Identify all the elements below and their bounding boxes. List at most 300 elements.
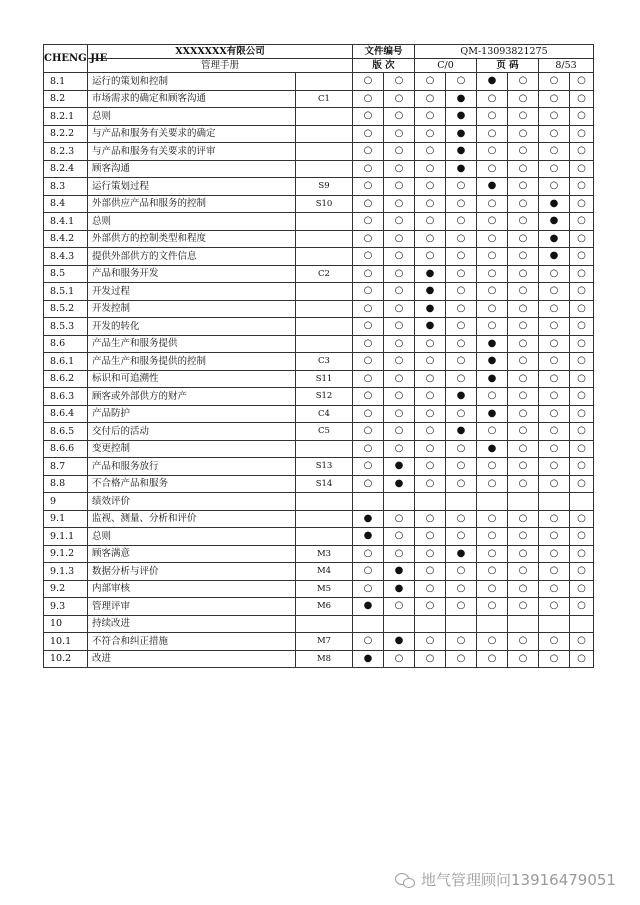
clause-number: 8.2 bbox=[44, 90, 88, 108]
clause-number: 8.7 bbox=[44, 458, 88, 476]
responsibility-mark: ○ bbox=[415, 528, 446, 546]
wechat-icon bbox=[395, 872, 415, 888]
responsibility-mark: ○ bbox=[353, 405, 384, 423]
responsibility-mark: ○ bbox=[446, 73, 477, 91]
clause-number: 9.3 bbox=[44, 598, 88, 616]
table-row bbox=[44, 73, 594, 91]
responsibility-mark bbox=[508, 493, 539, 511]
responsibility-mark: ○ bbox=[539, 633, 570, 651]
responsibility-mark: ○ bbox=[477, 458, 508, 476]
responsibility-mark: ● bbox=[446, 160, 477, 178]
responsibility-mark: ○ bbox=[508, 633, 539, 651]
responsibility-mark: ○ bbox=[570, 580, 594, 598]
clause-number: 8.6.3 bbox=[44, 388, 88, 406]
table-row bbox=[44, 370, 594, 388]
manual-title: 管理手册 bbox=[88, 59, 353, 73]
responsibility-mark: ○ bbox=[446, 230, 477, 248]
procedure-code bbox=[296, 615, 353, 633]
responsibility-mark: ○ bbox=[415, 213, 446, 231]
responsibility-mark: ○ bbox=[446, 353, 477, 371]
responsibility-mark: ● bbox=[477, 405, 508, 423]
responsibility-mark: ○ bbox=[415, 160, 446, 178]
responsibility-mark: ○ bbox=[384, 545, 415, 563]
clause-number: 9 bbox=[44, 493, 88, 511]
responsibility-mark: ○ bbox=[384, 125, 415, 143]
table-row bbox=[44, 388, 594, 406]
responsibility-mark: ○ bbox=[570, 458, 594, 476]
clause-number: 8.6.4 bbox=[44, 405, 88, 423]
responsibility-mark: ○ bbox=[508, 580, 539, 598]
procedure-code bbox=[296, 318, 353, 336]
responsibility-mark: ● bbox=[477, 335, 508, 353]
responsibility-mark: ○ bbox=[539, 440, 570, 458]
clause-number: 10.1 bbox=[44, 633, 88, 651]
table-row bbox=[44, 493, 594, 511]
responsibility-mark: ○ bbox=[539, 265, 570, 283]
responsibility-mark: ○ bbox=[539, 545, 570, 563]
responsibility-mark: ○ bbox=[508, 405, 539, 423]
responsibility-mark: ○ bbox=[446, 598, 477, 616]
table-row bbox=[44, 230, 594, 248]
responsibility-mark: ● bbox=[446, 90, 477, 108]
responsibility-mark: ○ bbox=[477, 633, 508, 651]
responsibility-mark: ○ bbox=[570, 528, 594, 546]
clause-title: 开发的转化 bbox=[88, 318, 296, 336]
responsibility-mark: ○ bbox=[508, 650, 539, 668]
responsibility-mark: ○ bbox=[446, 370, 477, 388]
responsibility-mark: ○ bbox=[477, 125, 508, 143]
procedure-code bbox=[296, 300, 353, 318]
responsibility-mark: ○ bbox=[508, 248, 539, 266]
responsibility-mark: ○ bbox=[446, 248, 477, 266]
responsibility-mark: ○ bbox=[508, 90, 539, 108]
clause-number: 8.6.5 bbox=[44, 423, 88, 441]
procedure-code: C3 bbox=[296, 353, 353, 371]
responsibility-mark: ○ bbox=[508, 370, 539, 388]
responsibility-mark: ○ bbox=[415, 335, 446, 353]
responsibility-mark: ○ bbox=[477, 90, 508, 108]
responsibility-mark: ○ bbox=[570, 108, 594, 126]
responsibility-mark: ○ bbox=[446, 283, 477, 301]
responsibility-mark: ○ bbox=[415, 248, 446, 266]
responsibility-mark: ○ bbox=[539, 335, 570, 353]
clause-title: 产品生产和服务提供 bbox=[88, 335, 296, 353]
clause-title: 管理评审 bbox=[88, 598, 296, 616]
responsibility-mark: ○ bbox=[353, 423, 384, 441]
clause-title: 总则 bbox=[88, 108, 296, 126]
responsibility-mark: ○ bbox=[446, 318, 477, 336]
responsibility-mark: ● bbox=[415, 283, 446, 301]
responsibility-mark: ○ bbox=[415, 440, 446, 458]
responsibility-mark: ○ bbox=[570, 283, 594, 301]
responsibility-mark bbox=[477, 615, 508, 633]
responsibility-mark: ○ bbox=[446, 440, 477, 458]
responsibility-mark: ○ bbox=[353, 230, 384, 248]
responsibility-mark: ○ bbox=[384, 90, 415, 108]
clause-number: 8.6.6 bbox=[44, 440, 88, 458]
responsibility-mark: ○ bbox=[353, 90, 384, 108]
responsibility-mark: ○ bbox=[539, 650, 570, 668]
responsibility-mark: ○ bbox=[570, 195, 594, 213]
clause-title: 内部审核 bbox=[88, 580, 296, 598]
clause-title: 与产品和服务有关要求的评审 bbox=[88, 143, 296, 161]
clause-title: 顾客或外部供方的财产 bbox=[88, 388, 296, 406]
responsibility-mark: ○ bbox=[508, 335, 539, 353]
clause-number: 9.1.1 bbox=[44, 528, 88, 546]
responsibility-mark: ○ bbox=[570, 633, 594, 651]
responsibility-mark: ○ bbox=[570, 475, 594, 493]
responsibility-mark: ○ bbox=[539, 528, 570, 546]
responsibility-mark: ○ bbox=[415, 388, 446, 406]
table-row bbox=[44, 353, 594, 371]
responsibility-mark: ○ bbox=[477, 195, 508, 213]
responsibility-mark bbox=[353, 493, 384, 511]
clause-number: 8.5.2 bbox=[44, 300, 88, 318]
responsibility-mark: ○ bbox=[353, 300, 384, 318]
responsibility-mark: ○ bbox=[384, 143, 415, 161]
responsibility-mark: ○ bbox=[539, 283, 570, 301]
responsibility-mark: ○ bbox=[508, 195, 539, 213]
responsibility-mark: ● bbox=[539, 195, 570, 213]
responsibility-mark: ○ bbox=[570, 73, 594, 91]
responsibility-mark: ○ bbox=[477, 108, 508, 126]
responsibility-mark: ○ bbox=[353, 108, 384, 126]
procedure-code bbox=[296, 283, 353, 301]
responsibility-mark: ● bbox=[477, 353, 508, 371]
responsibility-mark: ○ bbox=[539, 580, 570, 598]
responsibility-mark: ● bbox=[415, 265, 446, 283]
procedure-code: M3 bbox=[296, 545, 353, 563]
clause-title: 总则 bbox=[88, 528, 296, 546]
table-row bbox=[44, 178, 594, 196]
table-row bbox=[44, 633, 594, 651]
clause-title: 产品和服务开发 bbox=[88, 265, 296, 283]
responsibility-mark: ○ bbox=[477, 160, 508, 178]
responsibility-mark: ○ bbox=[508, 178, 539, 196]
responsibility-mark: ● bbox=[477, 370, 508, 388]
responsibility-mark: ○ bbox=[353, 475, 384, 493]
responsibility-mark: ○ bbox=[415, 563, 446, 581]
table-row bbox=[44, 160, 594, 178]
responsibility-mark: ○ bbox=[353, 195, 384, 213]
responsibility-mark: ○ bbox=[508, 545, 539, 563]
responsibility-mark: ● bbox=[353, 510, 384, 528]
procedure-code: M6 bbox=[296, 598, 353, 616]
responsibility-mark: ○ bbox=[570, 90, 594, 108]
responsibility-mark: ○ bbox=[570, 370, 594, 388]
table-row bbox=[44, 335, 594, 353]
table-row bbox=[44, 510, 594, 528]
responsibility-mark: ○ bbox=[384, 405, 415, 423]
procedure-code: S11 bbox=[296, 370, 353, 388]
procedure-code: M4 bbox=[296, 563, 353, 581]
clause-title: 总则 bbox=[88, 213, 296, 231]
responsibility-mark: ○ bbox=[415, 580, 446, 598]
responsibility-mark: ● bbox=[539, 248, 570, 266]
responsibility-mark: ○ bbox=[384, 230, 415, 248]
responsibility-mark: ○ bbox=[508, 108, 539, 126]
responsibility-mark: ○ bbox=[384, 178, 415, 196]
responsibility-mark bbox=[508, 615, 539, 633]
responsibility-mark: ○ bbox=[384, 73, 415, 91]
responsibility-mark: ○ bbox=[353, 545, 384, 563]
table-row bbox=[44, 248, 594, 266]
responsibility-mark: ○ bbox=[570, 318, 594, 336]
responsibility-mark: ○ bbox=[415, 125, 446, 143]
responsibility-mark: ● bbox=[446, 108, 477, 126]
responsibility-mark: ○ bbox=[570, 213, 594, 231]
procedure-code bbox=[296, 335, 353, 353]
responsibility-mark: ○ bbox=[415, 195, 446, 213]
responsibility-mark: ● bbox=[446, 143, 477, 161]
responsibility-mark: ○ bbox=[353, 335, 384, 353]
clause-number: 8.5.3 bbox=[44, 318, 88, 336]
table-row bbox=[44, 195, 594, 213]
responsibility-mark: ○ bbox=[570, 265, 594, 283]
responsibility-mark bbox=[539, 493, 570, 511]
responsibility-mark: ○ bbox=[446, 405, 477, 423]
responsibility-mark: ○ bbox=[446, 300, 477, 318]
procedure-code bbox=[296, 230, 353, 248]
table-row bbox=[44, 580, 594, 598]
responsibility-mark: ○ bbox=[477, 213, 508, 231]
responsibility-mark bbox=[446, 493, 477, 511]
clause-title: 提供外部供方的文件信息 bbox=[88, 248, 296, 266]
responsibility-mark: ○ bbox=[508, 230, 539, 248]
responsibility-mark: ○ bbox=[384, 108, 415, 126]
clause-number: 8.2.4 bbox=[44, 160, 88, 178]
clause-title: 不合格产品和服务 bbox=[88, 475, 296, 493]
table-row bbox=[44, 423, 594, 441]
responsibility-mark: ○ bbox=[415, 370, 446, 388]
responsibility-mark: ○ bbox=[508, 213, 539, 231]
responsibility-mark: ● bbox=[353, 598, 384, 616]
responsibility-mark: ○ bbox=[415, 458, 446, 476]
procedure-code bbox=[296, 143, 353, 161]
responsibility-mark: ● bbox=[477, 178, 508, 196]
clause-number: 9.1.2 bbox=[44, 545, 88, 563]
procedure-code bbox=[296, 108, 353, 126]
responsibility-mark: ○ bbox=[446, 580, 477, 598]
responsibility-mark: ○ bbox=[384, 318, 415, 336]
clause-number: 9.1.3 bbox=[44, 563, 88, 581]
responsibility-mark: ○ bbox=[446, 213, 477, 231]
responsibility-mark: ○ bbox=[384, 265, 415, 283]
responsibility-mark: ○ bbox=[384, 510, 415, 528]
table-row bbox=[44, 598, 594, 616]
responsibility-mark: ● bbox=[384, 563, 415, 581]
responsibility-mark: ○ bbox=[508, 265, 539, 283]
responsibility-mark: ○ bbox=[353, 283, 384, 301]
clause-title: 运行的策划和控制 bbox=[88, 73, 296, 91]
procedure-code bbox=[296, 510, 353, 528]
table-row bbox=[44, 563, 594, 581]
responsibility-mark: ○ bbox=[446, 528, 477, 546]
responsibility-mark: ○ bbox=[415, 423, 446, 441]
table-row bbox=[44, 300, 594, 318]
responsibility-mark: ○ bbox=[570, 440, 594, 458]
table-row bbox=[44, 265, 594, 283]
responsibility-mark: ○ bbox=[508, 283, 539, 301]
clause-title: 顾客满意 bbox=[88, 545, 296, 563]
responsibility-mark: ○ bbox=[570, 353, 594, 371]
responsibility-mark: ● bbox=[477, 440, 508, 458]
procedure-code: S13 bbox=[296, 458, 353, 476]
responsibility-mark: ○ bbox=[539, 318, 570, 336]
responsibility-mark: ○ bbox=[477, 248, 508, 266]
responsibility-mark: ● bbox=[477, 73, 508, 91]
responsibility-mark bbox=[384, 615, 415, 633]
responsibility-mark: ○ bbox=[446, 475, 477, 493]
responsibility-mark bbox=[570, 615, 594, 633]
clause-number: 9.2 bbox=[44, 580, 88, 598]
responsibility-mark: ○ bbox=[508, 563, 539, 581]
company-name: XXXXXXX有限公司 bbox=[88, 45, 353, 59]
version-value: C/0 bbox=[415, 59, 477, 73]
responsibility-mark: ○ bbox=[477, 143, 508, 161]
doc-no: QM-13093821275 bbox=[415, 45, 594, 59]
responsibility-mark: ○ bbox=[446, 195, 477, 213]
responsibility-mark: ○ bbox=[539, 405, 570, 423]
responsibility-mark: ○ bbox=[508, 125, 539, 143]
clause-number: 8.5.1 bbox=[44, 283, 88, 301]
responsibility-mark: ○ bbox=[539, 370, 570, 388]
responsibility-mark: ● bbox=[446, 388, 477, 406]
clause-number: 10 bbox=[44, 615, 88, 633]
clause-number: 8.4 bbox=[44, 195, 88, 213]
responsibility-mark: ○ bbox=[570, 230, 594, 248]
clause-title: 顾客沟通 bbox=[88, 160, 296, 178]
table-row bbox=[44, 90, 594, 108]
responsibility-mark: ● bbox=[384, 475, 415, 493]
responsibility-mark: ○ bbox=[570, 178, 594, 196]
clause-number: 8.6.1 bbox=[44, 353, 88, 371]
table-row bbox=[44, 475, 594, 493]
responsibility-mark: ○ bbox=[384, 598, 415, 616]
responsibility-mark: ○ bbox=[477, 423, 508, 441]
responsibility-mark: ○ bbox=[539, 178, 570, 196]
responsibility-mark bbox=[477, 493, 508, 511]
responsibility-mark: ○ bbox=[415, 230, 446, 248]
clause-number: 8.2.1 bbox=[44, 108, 88, 126]
responsibility-mark: ○ bbox=[570, 545, 594, 563]
responsibility-mark: ○ bbox=[384, 248, 415, 266]
page-number: 8/53 bbox=[539, 59, 594, 73]
responsibility-mark: ○ bbox=[539, 458, 570, 476]
responsibility-mark: ○ bbox=[384, 440, 415, 458]
responsibility-mark: ○ bbox=[353, 633, 384, 651]
responsibility-mark: ○ bbox=[446, 458, 477, 476]
clause-title: 与产品和服务有关要求的确定 bbox=[88, 125, 296, 143]
responsibility-mark: ○ bbox=[353, 73, 384, 91]
clause-title: 外部供方的控制类型和程度 bbox=[88, 230, 296, 248]
responsibility-mark: ○ bbox=[353, 458, 384, 476]
responsibility-mark: ○ bbox=[477, 528, 508, 546]
responsibility-mark: ○ bbox=[415, 178, 446, 196]
responsibility-mark: ● bbox=[446, 423, 477, 441]
responsibility-mark: ○ bbox=[415, 633, 446, 651]
responsibility-mark bbox=[446, 615, 477, 633]
clause-number: 8.4.1 bbox=[44, 213, 88, 231]
responsibility-mark: ○ bbox=[508, 73, 539, 91]
procedure-code bbox=[296, 125, 353, 143]
responsibility-mark: ○ bbox=[570, 160, 594, 178]
responsibility-mark: ○ bbox=[415, 650, 446, 668]
table-row bbox=[44, 213, 594, 231]
responsibility-mark: ○ bbox=[446, 510, 477, 528]
responsibility-mark: ● bbox=[384, 633, 415, 651]
table-row bbox=[44, 405, 594, 423]
procedure-code bbox=[296, 213, 353, 231]
responsibility-mark: ○ bbox=[415, 545, 446, 563]
responsibility-mark: ○ bbox=[508, 475, 539, 493]
responsibility-mark: ○ bbox=[446, 178, 477, 196]
responsibility-mark: ○ bbox=[539, 108, 570, 126]
procedure-code: S14 bbox=[296, 475, 353, 493]
responsibility-mark: ○ bbox=[477, 300, 508, 318]
responsibility-mark: ○ bbox=[539, 73, 570, 91]
table-row bbox=[44, 615, 594, 633]
responsibility-mark: ○ bbox=[353, 213, 384, 231]
responsibility-mark: ○ bbox=[570, 143, 594, 161]
responsibility-mark: ● bbox=[446, 125, 477, 143]
version-label: 版 次 bbox=[353, 59, 415, 73]
procedure-code: M8 bbox=[296, 650, 353, 668]
responsibility-mark: ○ bbox=[353, 318, 384, 336]
responsibility-mark: ○ bbox=[415, 73, 446, 91]
responsibility-matrix bbox=[43, 44, 594, 668]
responsibility-mark: ○ bbox=[539, 125, 570, 143]
procedure-code: C2 bbox=[296, 265, 353, 283]
responsibility-mark: ○ bbox=[508, 458, 539, 476]
responsibility-mark: ○ bbox=[415, 353, 446, 371]
clause-title: 标识和可追溯性 bbox=[88, 370, 296, 388]
responsibility-mark: ● bbox=[539, 213, 570, 231]
clause-title: 产品防护 bbox=[88, 405, 296, 423]
responsibility-mark: ● bbox=[415, 300, 446, 318]
procedure-code: M7 bbox=[296, 633, 353, 651]
clause-title: 外部供应产品和服务的控制 bbox=[88, 195, 296, 213]
table-row bbox=[44, 650, 594, 668]
responsibility-mark bbox=[539, 615, 570, 633]
procedure-code bbox=[296, 248, 353, 266]
responsibility-mark bbox=[570, 493, 594, 511]
responsibility-mark bbox=[415, 615, 446, 633]
table-row bbox=[44, 125, 594, 143]
responsibility-mark: ○ bbox=[415, 598, 446, 616]
responsibility-mark: ○ bbox=[384, 160, 415, 178]
responsibility-mark: ○ bbox=[415, 475, 446, 493]
clause-title: 监视、测量、分析和评价 bbox=[88, 510, 296, 528]
responsibility-mark: ○ bbox=[384, 213, 415, 231]
table-row bbox=[44, 283, 594, 301]
table-row bbox=[44, 458, 594, 476]
procedure-code bbox=[296, 440, 353, 458]
responsibility-mark bbox=[384, 493, 415, 511]
responsibility-mark: ○ bbox=[508, 388, 539, 406]
responsibility-mark bbox=[353, 615, 384, 633]
responsibility-mark: ○ bbox=[477, 265, 508, 283]
responsibility-mark: ○ bbox=[477, 475, 508, 493]
clause-title: 交付后的活动 bbox=[88, 423, 296, 441]
responsibility-mark: ○ bbox=[477, 650, 508, 668]
responsibility-mark: ○ bbox=[353, 178, 384, 196]
responsibility-mark: ○ bbox=[384, 300, 415, 318]
responsibility-mark: ○ bbox=[508, 160, 539, 178]
procedure-code: M5 bbox=[296, 580, 353, 598]
table-row bbox=[44, 318, 594, 336]
procedure-code: S12 bbox=[296, 388, 353, 406]
